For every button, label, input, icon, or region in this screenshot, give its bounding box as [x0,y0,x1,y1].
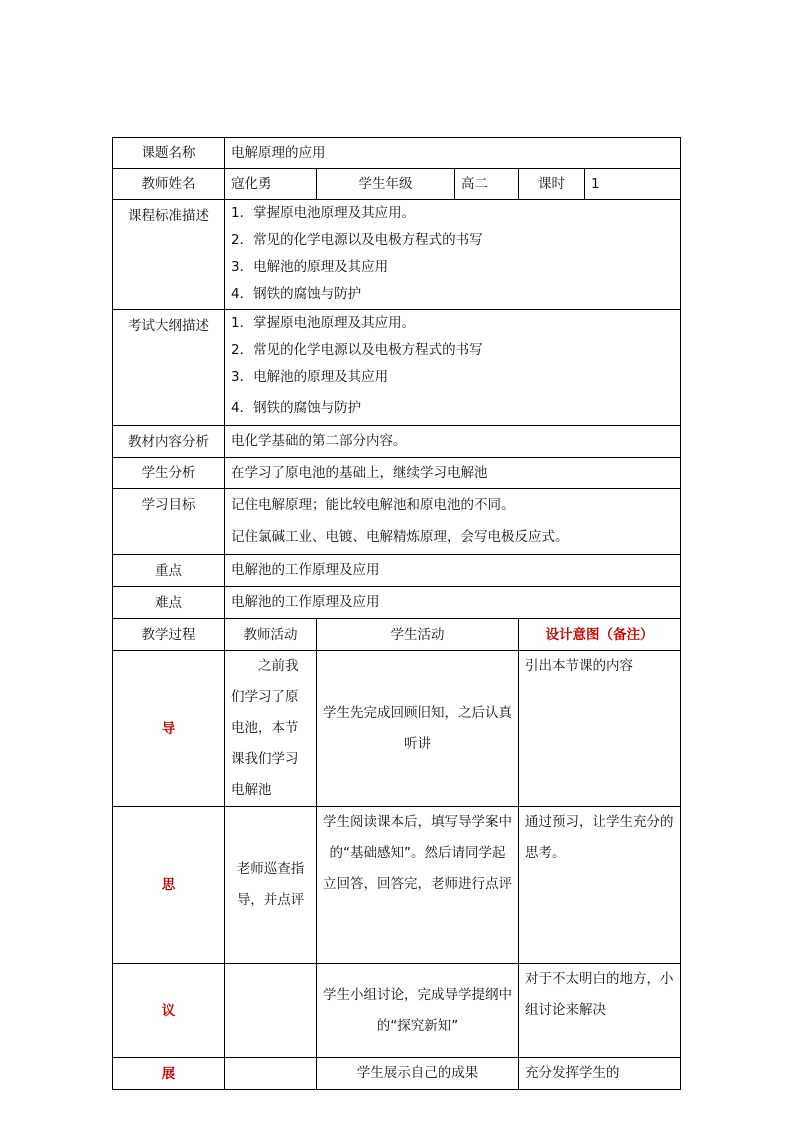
student-activity-header: 学生活动 [317,619,519,651]
goals-label: 学习目标 [113,489,225,555]
standards-item: 4．钢铁的腐蚀与防护 [231,286,362,302]
step-intent: 引出本节课的内容 [519,651,681,807]
hours-label: 课时 [519,169,585,200]
course-name-label: 课题名称 [113,138,225,169]
teacher-label: 教师姓名 [113,169,225,200]
lesson-plan-table [112,137,681,1090]
step-name: 议 [113,964,225,1058]
outline-list [225,310,681,426]
row-outline [113,310,681,426]
outline-item: 3．电解池的原理及其应用 [231,369,389,385]
students-text: 在学习了原电池的基础上，继续学习电解池 [225,458,681,489]
row-teacher [113,169,681,200]
key-point-text: 电解池的工作原理及应用 [225,555,681,587]
goals-item: 记住电解原理；能比较电解池和原电池的不同。 [231,497,515,513]
outline-item: 2．常见的化学电源以及电极方程式的书写 [231,342,483,358]
step-teacher-activity [225,964,317,1058]
row-process-header [113,619,681,651]
material-label: 教材内容分析 [113,426,225,458]
standards-item: 3．电解池的原理及其应用 [231,259,389,275]
difficulty-text: 电解池的工作原理及应用 [225,587,681,619]
standards-item: 2．常见的化学电源以及电极方程式的书写 [231,232,483,248]
key-point-label: 重点 [113,555,225,587]
outline-item: 4．钢铁的腐蚀与防护 [231,400,362,416]
course-name-value: 电解原理的应用 [225,138,681,169]
row-material [113,426,681,458]
step-student-activity: 学生阅读课本后，填写导学案中的“基础感知”。然后请同学起立回答，回答完，老师进行点评 [317,807,519,964]
outline-item: 1．掌握原电池原理及其应用。 [231,315,416,331]
design-intent-header: 设计意图（备注） [519,619,681,651]
step-student-activity: 学生展示自己的成果 [317,1058,519,1090]
goals-list [225,489,681,555]
grade-label: 学生年级 [317,169,455,200]
step-row [113,1058,681,1090]
row-key-point [113,555,681,587]
teacher-activity-header: 教师活动 [225,619,317,651]
step-row [113,807,681,964]
step-teacher-activity [225,1058,317,1090]
step-teacher-activity: 老师巡查指导，并点评 [225,807,317,964]
step-name: 思 [113,807,225,964]
standards-item: 1．掌握原电池原理及其应用。 [231,205,416,221]
teacher-value: 寇化勇 [225,169,317,200]
row-difficulty [113,587,681,619]
step-name: 展 [113,1058,225,1090]
students-label: 学生分析 [113,458,225,489]
step-student-activity: 学生先完成回顾旧知，之后认真听讲 [317,651,519,807]
material-text: 电化学基础的第二部分内容。 [225,426,681,458]
row-course-name [113,138,681,169]
process-header-label: 教学过程 [113,619,225,651]
step-row [113,964,681,1058]
outline-label: 考试大纲描述 [113,310,225,426]
standards-label: 课程标准描述 [113,200,225,310]
standards-list [225,200,681,310]
step-intent: 通过预习，让学生充分的思考。 [519,807,681,964]
row-goals [113,489,681,555]
goals-item: 记住氯碱工业、电镀、电解精炼原理，会写电极反应式。 [231,529,569,545]
step-intent: 对于不太明白的地方，小组讨论来解决 [519,964,681,1058]
step-student-activity: 学生小组讨论，完成导学提纲中的“探究新知” [317,964,519,1058]
hours-value: 1 [585,169,681,200]
step-teacher-activity: 之前我们学习了原电池，本节课我们学习电解池 [225,651,317,807]
difficulty-label: 难点 [113,587,225,619]
step-row [113,651,681,807]
grade-value: 高二 [455,169,519,200]
step-intent: 充分发挥学生的 [519,1058,681,1090]
step-name: 导 [113,651,225,807]
row-standards [113,200,681,310]
row-students [113,458,681,489]
